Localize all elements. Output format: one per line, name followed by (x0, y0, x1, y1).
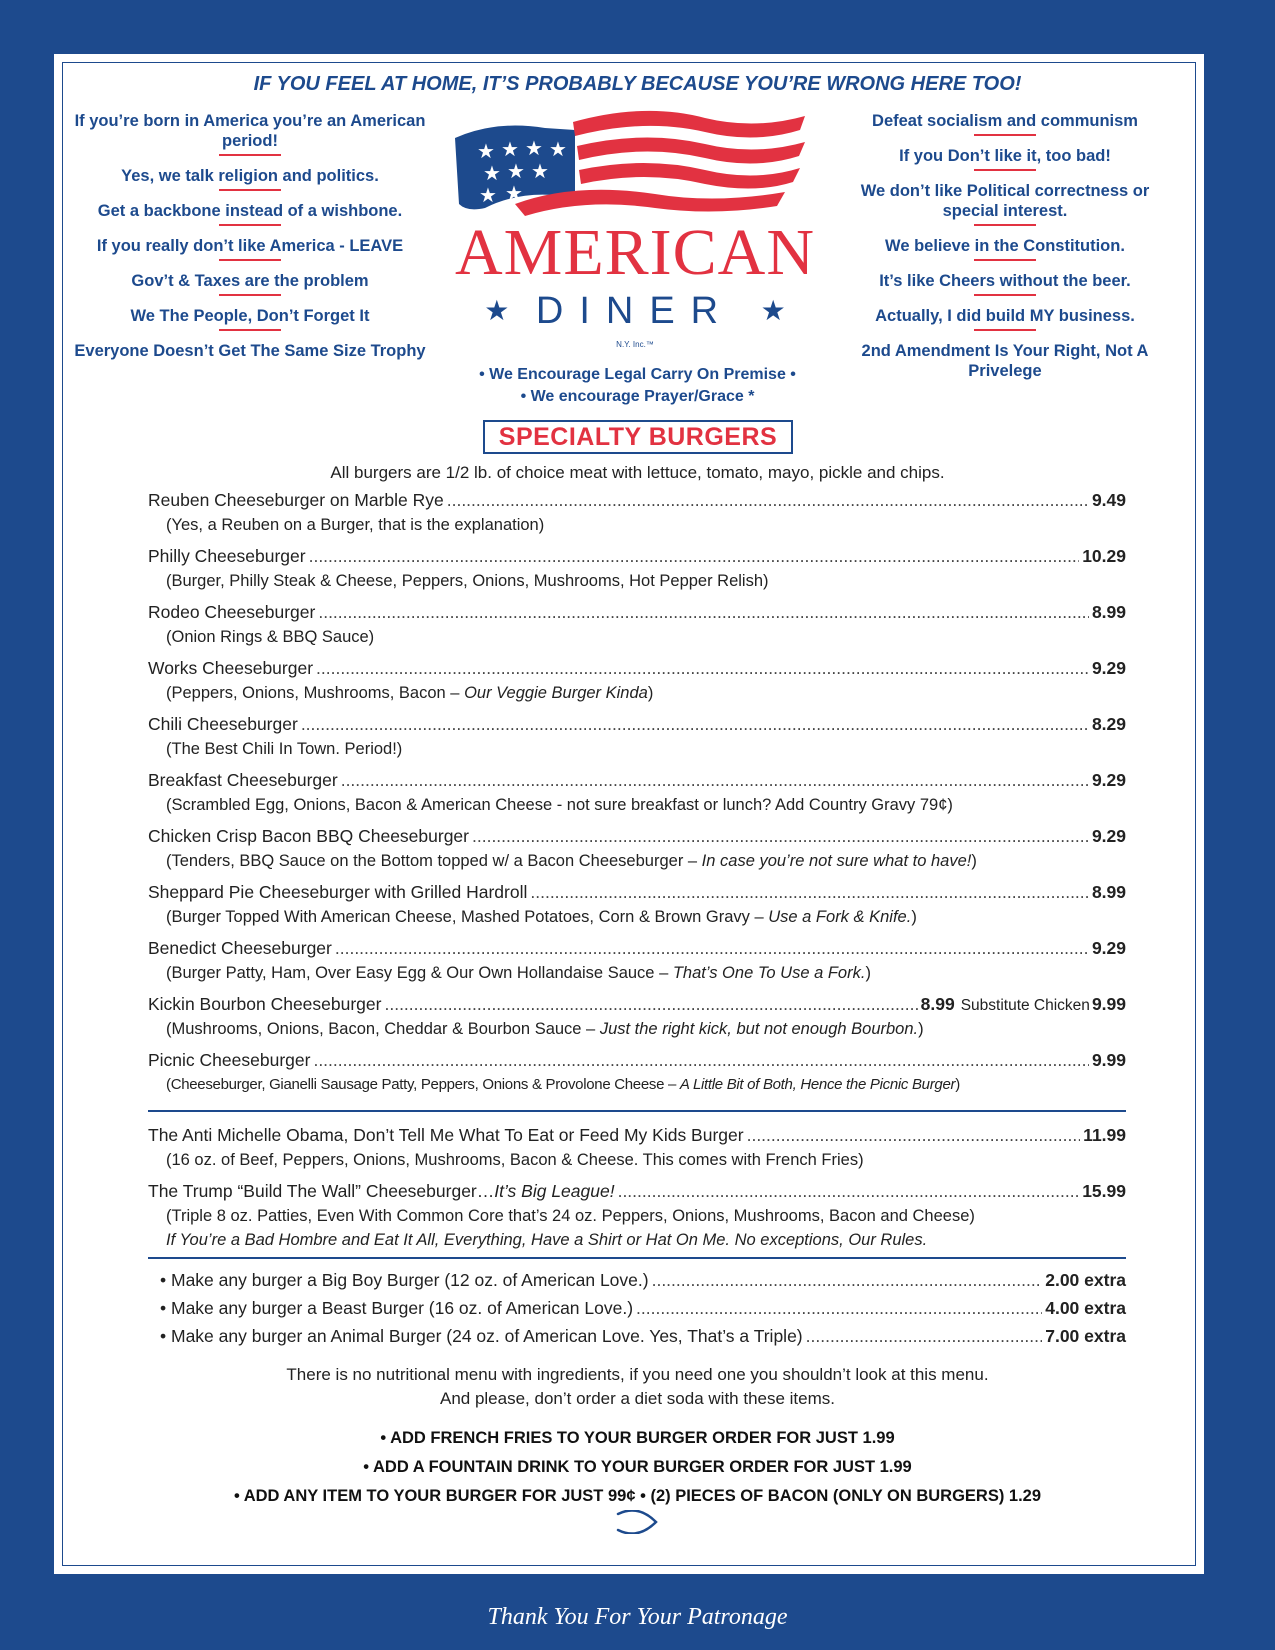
svg-text:★: ★ (477, 139, 495, 163)
menu-item (148, 994, 1126, 1050)
leader-dots (636, 1298, 1042, 1319)
item-note: If You’re a Bad Hombre and Eat It All, Everything, Have a Shirt or Hat On Me. No exceptions, Our Rules. (166, 1231, 928, 1249)
left-slogans (70, 111, 430, 361)
item-price: 10.29 (1082, 546, 1126, 566)
upgrade-option (160, 1270, 1126, 1298)
item-price: 9.29 (1091, 770, 1126, 790)
slogan: If you’re born in America you’re an American period! (74, 112, 426, 150)
leader-dots (301, 714, 1089, 735)
upgrade-price: 2.00 extra (1045, 1270, 1126, 1290)
item-description: (Triple 8 oz. Patties, Even With Common Core that’s 24 oz. Peppers, Onions, Mushrooms, Bacon and Cheese) (166, 1207, 975, 1225)
item-price: 9.29 (1091, 826, 1126, 846)
addon-line: • ADD ANY ITEM TO YOUR BURGER FOR JUST 99¢ • (2) PIECES OF BACON (ONLY ON BURGERS) 1.29 (233, 1487, 1042, 1505)
item-substitute-price: 9.99 (1091, 994, 1126, 1014)
item-price: 8.29 (1091, 714, 1126, 734)
svg-text:★: ★ (501, 137, 519, 161)
svg-text:★: ★ (479, 183, 497, 207)
menu-item (148, 658, 1126, 714)
section-intro: All burgers are 1/2 lb. of choice meat with lettuce, tomato, mayo, pickle and chips. (330, 463, 945, 482)
divider (974, 294, 1036, 296)
upgrade-options (160, 1270, 1126, 1354)
logo-word-diner: ★ DINER ★ (484, 290, 786, 332)
menu-item (148, 546, 1126, 602)
item-price: 8.99 (1091, 882, 1126, 902)
star-icon: ★ (760, 295, 786, 326)
item-price: 15.99 (1082, 1181, 1126, 1201)
leader-dots (806, 1326, 1043, 1347)
top-banner: IF YOU FEEL AT HOME, IT’S PROBABLY BECAUSE YOU’RE WRONG HERE TOO! (253, 73, 1022, 95)
slogan: Get a backbone instead of a wishbone. (97, 202, 403, 220)
item-price: 9.29 (1091, 938, 1126, 958)
divider (219, 259, 281, 261)
leader-dots (313, 1050, 1088, 1071)
svg-text:★: ★ (505, 181, 523, 205)
special-item (148, 1125, 1126, 1181)
menu-item (148, 490, 1126, 546)
item-description: (Onion Rings & BBQ Sauce) (166, 628, 375, 646)
special-burgers (148, 1125, 1126, 1249)
item-name: The Anti Michelle Obama, Don’t Tell Me What To Eat or Feed My Kids Burger (148, 1125, 744, 1145)
menu-item (148, 826, 1126, 882)
leader-dots (652, 1270, 1043, 1291)
item-description: (Burger Topped With American Cheese, Mashed Potatoes, Corn & Brown Gravy – Use a Fork & Knife.) (166, 908, 917, 926)
upgrade-price: 4.00 extra (1045, 1298, 1126, 1318)
slogan: We believe in the Constitution. (885, 237, 1125, 255)
slogan: 2nd Amendment Is Your Right, Not A Privelege (861, 342, 1149, 380)
addon-line: • ADD A FOUNTAIN DRINK TO YOUR BURGER ORDER FOR JUST 1.99 (363, 1458, 912, 1476)
item-name: Philly Cheeseburger (148, 546, 306, 566)
logo-trademark: N.Y. Inc.™ (616, 340, 654, 349)
leader-dots (472, 826, 1089, 847)
upgrade-label: • Make any burger an Animal Burger (24 oz. of American Love. Yes, That’s a Triple) (160, 1326, 803, 1346)
item-name: Sheppard Pie Cheeseburger with Grilled Hardroll (148, 882, 528, 902)
ichthys-fish-icon (614, 1510, 662, 1534)
slogan: Defeat socialism and communism (872, 112, 1138, 130)
upgrade-label: • Make any burger a Big Boy Burger (12 oz. of American Love.) (160, 1270, 649, 1290)
slogan: We don’t like Political correctness or special interest. (860, 182, 1150, 220)
note-line: And please, don’t order a diet soda with these items. (439, 1389, 835, 1408)
addon-line: • ADD FRENCH FRIES TO YOUR BURGER ORDER FOR JUST 1.99 (380, 1429, 895, 1447)
leader-dots (447, 490, 1089, 511)
item-name: Kickin Bourbon Cheeseburger (148, 994, 382, 1014)
item-name: Picnic Cheeseburger (148, 1050, 311, 1070)
menu-item (148, 1050, 1126, 1106)
item-price: 8.99 (920, 994, 955, 1014)
upgrade-price: 7.00 extra (1045, 1326, 1126, 1346)
item-description: (16 oz. of Beef, Peppers, Onions, Mushrooms, Bacon & Cheese. This comes with French Fries) (166, 1151, 864, 1169)
item-description: (Mushrooms, Onions, Bacon, Cheddar & Bourbon Sauce – Just the right kick, but not enough Bourbon.) (166, 1020, 924, 1038)
section-title: SPECIALTY BURGERS (483, 420, 793, 454)
menu-item (148, 882, 1126, 938)
leader-dots (335, 938, 1089, 959)
item-name: Chicken Crisp Bacon BBQ Cheeseburger (148, 826, 469, 846)
menu-item (148, 938, 1126, 994)
slogan: If you Don’t like it, too bad! (899, 147, 1111, 165)
item-name: The Trump “Build The Wall” Cheeseburger…It’s Big League! (148, 1181, 615, 1201)
menu-item (148, 602, 1126, 658)
item-description: (Burger, Philly Steak & Cheese, Peppers, Onions, Mushrooms, Hot Pepper Relish) (166, 572, 769, 590)
upgrade-option (160, 1298, 1126, 1326)
divider (219, 294, 281, 296)
section-divider (148, 1257, 1126, 1259)
slogan: Yes, we talk religion and politics. (121, 167, 379, 185)
item-name: Breakfast Cheeseburger (148, 770, 338, 790)
policy-carry: • We Encourage Legal Carry On Premise • (479, 366, 796, 383)
slogan: If you really don’t like America - LEAVE (96, 237, 404, 255)
leader-dots (747, 1125, 1081, 1146)
item-name: Chili Cheeseburger (148, 714, 298, 734)
burger-list (148, 490, 1126, 1106)
item-price: 8.99 (1091, 602, 1126, 622)
item-name: Reuben Cheeseburger on Marble Rye (148, 490, 444, 510)
slogan: It’s like Cheers without the beer. (879, 272, 1131, 290)
divider (219, 189, 281, 191)
section-divider (148, 1110, 1126, 1112)
item-description: (Scrambled Egg, Onions, Bacon & American Cheese - not sure breakfast or lunch? Add Country Gravy 79¢) (166, 796, 953, 814)
leader-dots (341, 770, 1089, 791)
logo-wordmark (435, 0, 835, 400)
item-description: (Tenders, BBQ Sauce on the Bottom topped w/ a Bacon Cheeseburger – In case you’re not sure what to have!) (166, 852, 977, 870)
addon-offers (0, 1424, 1275, 1511)
divider (219, 224, 281, 226)
slogan: Gov’t & Taxes are the problem (131, 272, 369, 290)
item-description: (Yes, a Reuben on a Burger, that is the explanation) (166, 516, 545, 534)
policy-prayer: • We encourage Prayer/Grace * (520, 388, 755, 405)
svg-text:★: ★ (483, 161, 501, 185)
divider (219, 154, 281, 156)
menu-item (148, 714, 1126, 770)
item-name: Works Cheeseburger (148, 658, 314, 678)
divider (974, 134, 1036, 136)
leader-dots (384, 994, 917, 1015)
star-icon: ★ (484, 295, 510, 326)
special-item (148, 1181, 1126, 1249)
leader-dots (316, 658, 1089, 679)
item-price: 9.29 (1091, 658, 1126, 678)
leader-dots (318, 602, 1089, 623)
item-description: (The Best Chili In Town. Period!) (166, 740, 403, 758)
upgrade-label: • Make any burger a Beast Burger (16 oz. of American Love.) (160, 1298, 634, 1318)
divider (219, 329, 281, 331)
divider (974, 224, 1036, 226)
divider (974, 329, 1036, 331)
item-description: (Burger Patty, Ham, Over Easy Egg & Our Own Hollandaise Sauce – That’s One To Use a Fork.) (166, 964, 871, 982)
item-substitute: Substitute Chicken (960, 997, 1090, 1014)
footer-thanks: Thank You For Your Patronage (487, 1604, 788, 1630)
svg-text:★: ★ (507, 159, 525, 183)
logo-word-american: AMERICAN (454, 216, 815, 289)
nutrition-note (0, 1363, 1275, 1411)
divider (974, 259, 1036, 261)
divider (974, 169, 1036, 171)
svg-text:★: ★ (525, 136, 543, 160)
item-price: 9.99 (1091, 1050, 1126, 1070)
note-line: There is no nutritional menu with ingredients, if you need one you shouldn’t look at this menu. (286, 1365, 989, 1384)
svg-text:★: ★ (549, 137, 567, 161)
slogan: We The People, Don’t Forget It (130, 307, 370, 325)
slogan: Actually, I did build MY business. (875, 307, 1135, 325)
slogan: Everyone Doesn’t Get The Same Size Trophy (74, 342, 426, 360)
item-price: 9.49 (1091, 490, 1126, 510)
leader-dots (618, 1181, 1080, 1202)
item-name: Rodeo Cheeseburger (148, 602, 316, 622)
right-slogans (845, 111, 1165, 381)
menu-item (148, 770, 1126, 826)
leader-dots (530, 882, 1089, 903)
upgrade-option (160, 1326, 1126, 1354)
item-description: (Cheeseburger, Gianelli Sausage Patty, Peppers, Onions & Provolone Cheese – A Little Bit of Both, Hence the Picnic Burger) (166, 1076, 960, 1093)
leader-dots (309, 546, 1080, 567)
item-name: Benedict Cheeseburger (148, 938, 332, 958)
svg-text:★: ★ (531, 159, 549, 183)
item-price: 11.99 (1083, 1125, 1126, 1145)
item-description: (Peppers, Onions, Mushrooms, Bacon – Our Veggie Burger Kinda) (166, 684, 654, 702)
